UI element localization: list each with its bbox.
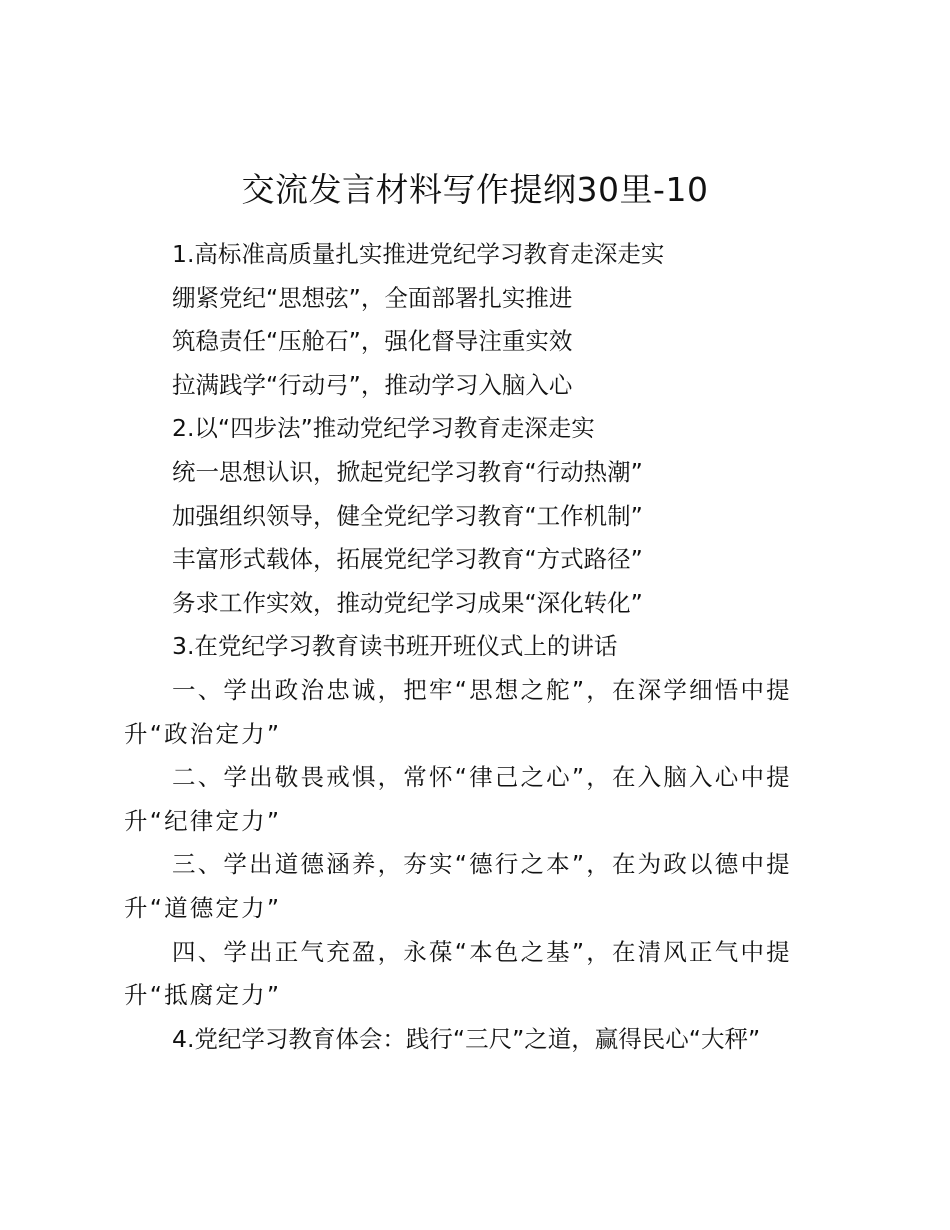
outline-line: 务求工作实效，推动党纪学习成果“深化转化” bbox=[172, 588, 643, 617]
outline-line: 1.高标准高质量扎实推进党纪学习教育走深走实 bbox=[172, 240, 665, 268]
outline-line: 4.党纪学习教育体会：践行“三尺”之道，赢得民心“大秤” bbox=[172, 1024, 761, 1053]
outline-line: 筑稳责任“压舱石”，强化督导注重实效 bbox=[172, 327, 573, 356]
outline-line: 加强组织领导，健全党纪学习教育“工作机制” bbox=[172, 501, 643, 530]
outline-paragraph: 三、学出道德涵养，夯实“德行之本”，在为政以德中提升“道德定力” bbox=[124, 850, 792, 922]
document-body bbox=[124, 233, 796, 1061]
outline-line: 绷紧党纪“思想弦”，全面部署扎实推进 bbox=[172, 283, 573, 312]
outline-line: 拉满践学“行动弓”，推动学习入脑入心 bbox=[172, 370, 573, 399]
outline-paragraph: 二、学出敬畏戒惧，常怀“律己之心”，在入脑入心中提升“纪律定力” bbox=[124, 763, 792, 835]
outline-line: 3.在党纪学习教育读书班开班仪式上的讲话 bbox=[172, 632, 618, 661]
outline-paragraph: 四、学出正气充盈，永葆“本色之基”，在清风正气中提升“抵腐定力” bbox=[124, 937, 792, 1010]
outline-paragraph: 一、学出政治忠诚，把牢“思想之舵”，在深学细悟中提升“政治定力” bbox=[124, 675, 792, 748]
outline-line: 丰富形式载体，拓展党纪学习教育“方式路径” bbox=[172, 545, 643, 574]
document-title: 交流发言材料写作提纲30里-10 bbox=[241, 170, 709, 209]
outline-line: 2.以“四步法”推动党纪学习教育走深走实 bbox=[172, 414, 595, 443]
outline-line: 统一思想认识，掀起党纪学习教育“行动热潮” bbox=[172, 457, 643, 486]
